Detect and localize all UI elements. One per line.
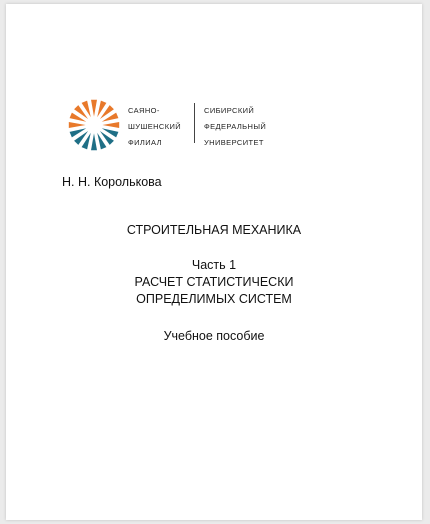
logo-left-line: ШУШЕНСКИЙ xyxy=(128,122,182,131)
logo-right-line: УНИВЕРСИТЕТ xyxy=(204,138,264,147)
university-logo-icon xyxy=(66,97,122,153)
logo-petal xyxy=(91,100,97,117)
logo-right-line: ФЕДЕРАЛЬНЫЙ xyxy=(204,122,267,131)
logo-petal xyxy=(102,122,119,128)
subtitle-line-2: ОПРЕДЕЛИМЫХ СИСТЕМ xyxy=(136,292,292,306)
logo-university-name xyxy=(204,103,266,151)
logo-left-line: САЯНО- xyxy=(128,106,160,115)
logo-branch-name xyxy=(128,103,181,151)
book-title: СТРОИТЕЛЬНАЯ МЕХАНИКА xyxy=(126,223,302,237)
logo-petal xyxy=(91,133,97,150)
logo-right-line: СИБИРСКИЙ xyxy=(204,106,255,115)
document-page xyxy=(6,4,422,520)
author-name: Н. Н. Королькова xyxy=(62,175,162,189)
logo-petal xyxy=(69,122,86,128)
logo-divider xyxy=(194,103,195,143)
document-type: Учебное пособие xyxy=(163,329,265,343)
subtitle-line-1: РАСЧЕТ СТАТИСТИЧЕСКИ xyxy=(134,275,294,289)
logo-left-line: ФИЛИАЛ xyxy=(128,138,162,147)
part-number: Часть 1 xyxy=(191,258,237,272)
